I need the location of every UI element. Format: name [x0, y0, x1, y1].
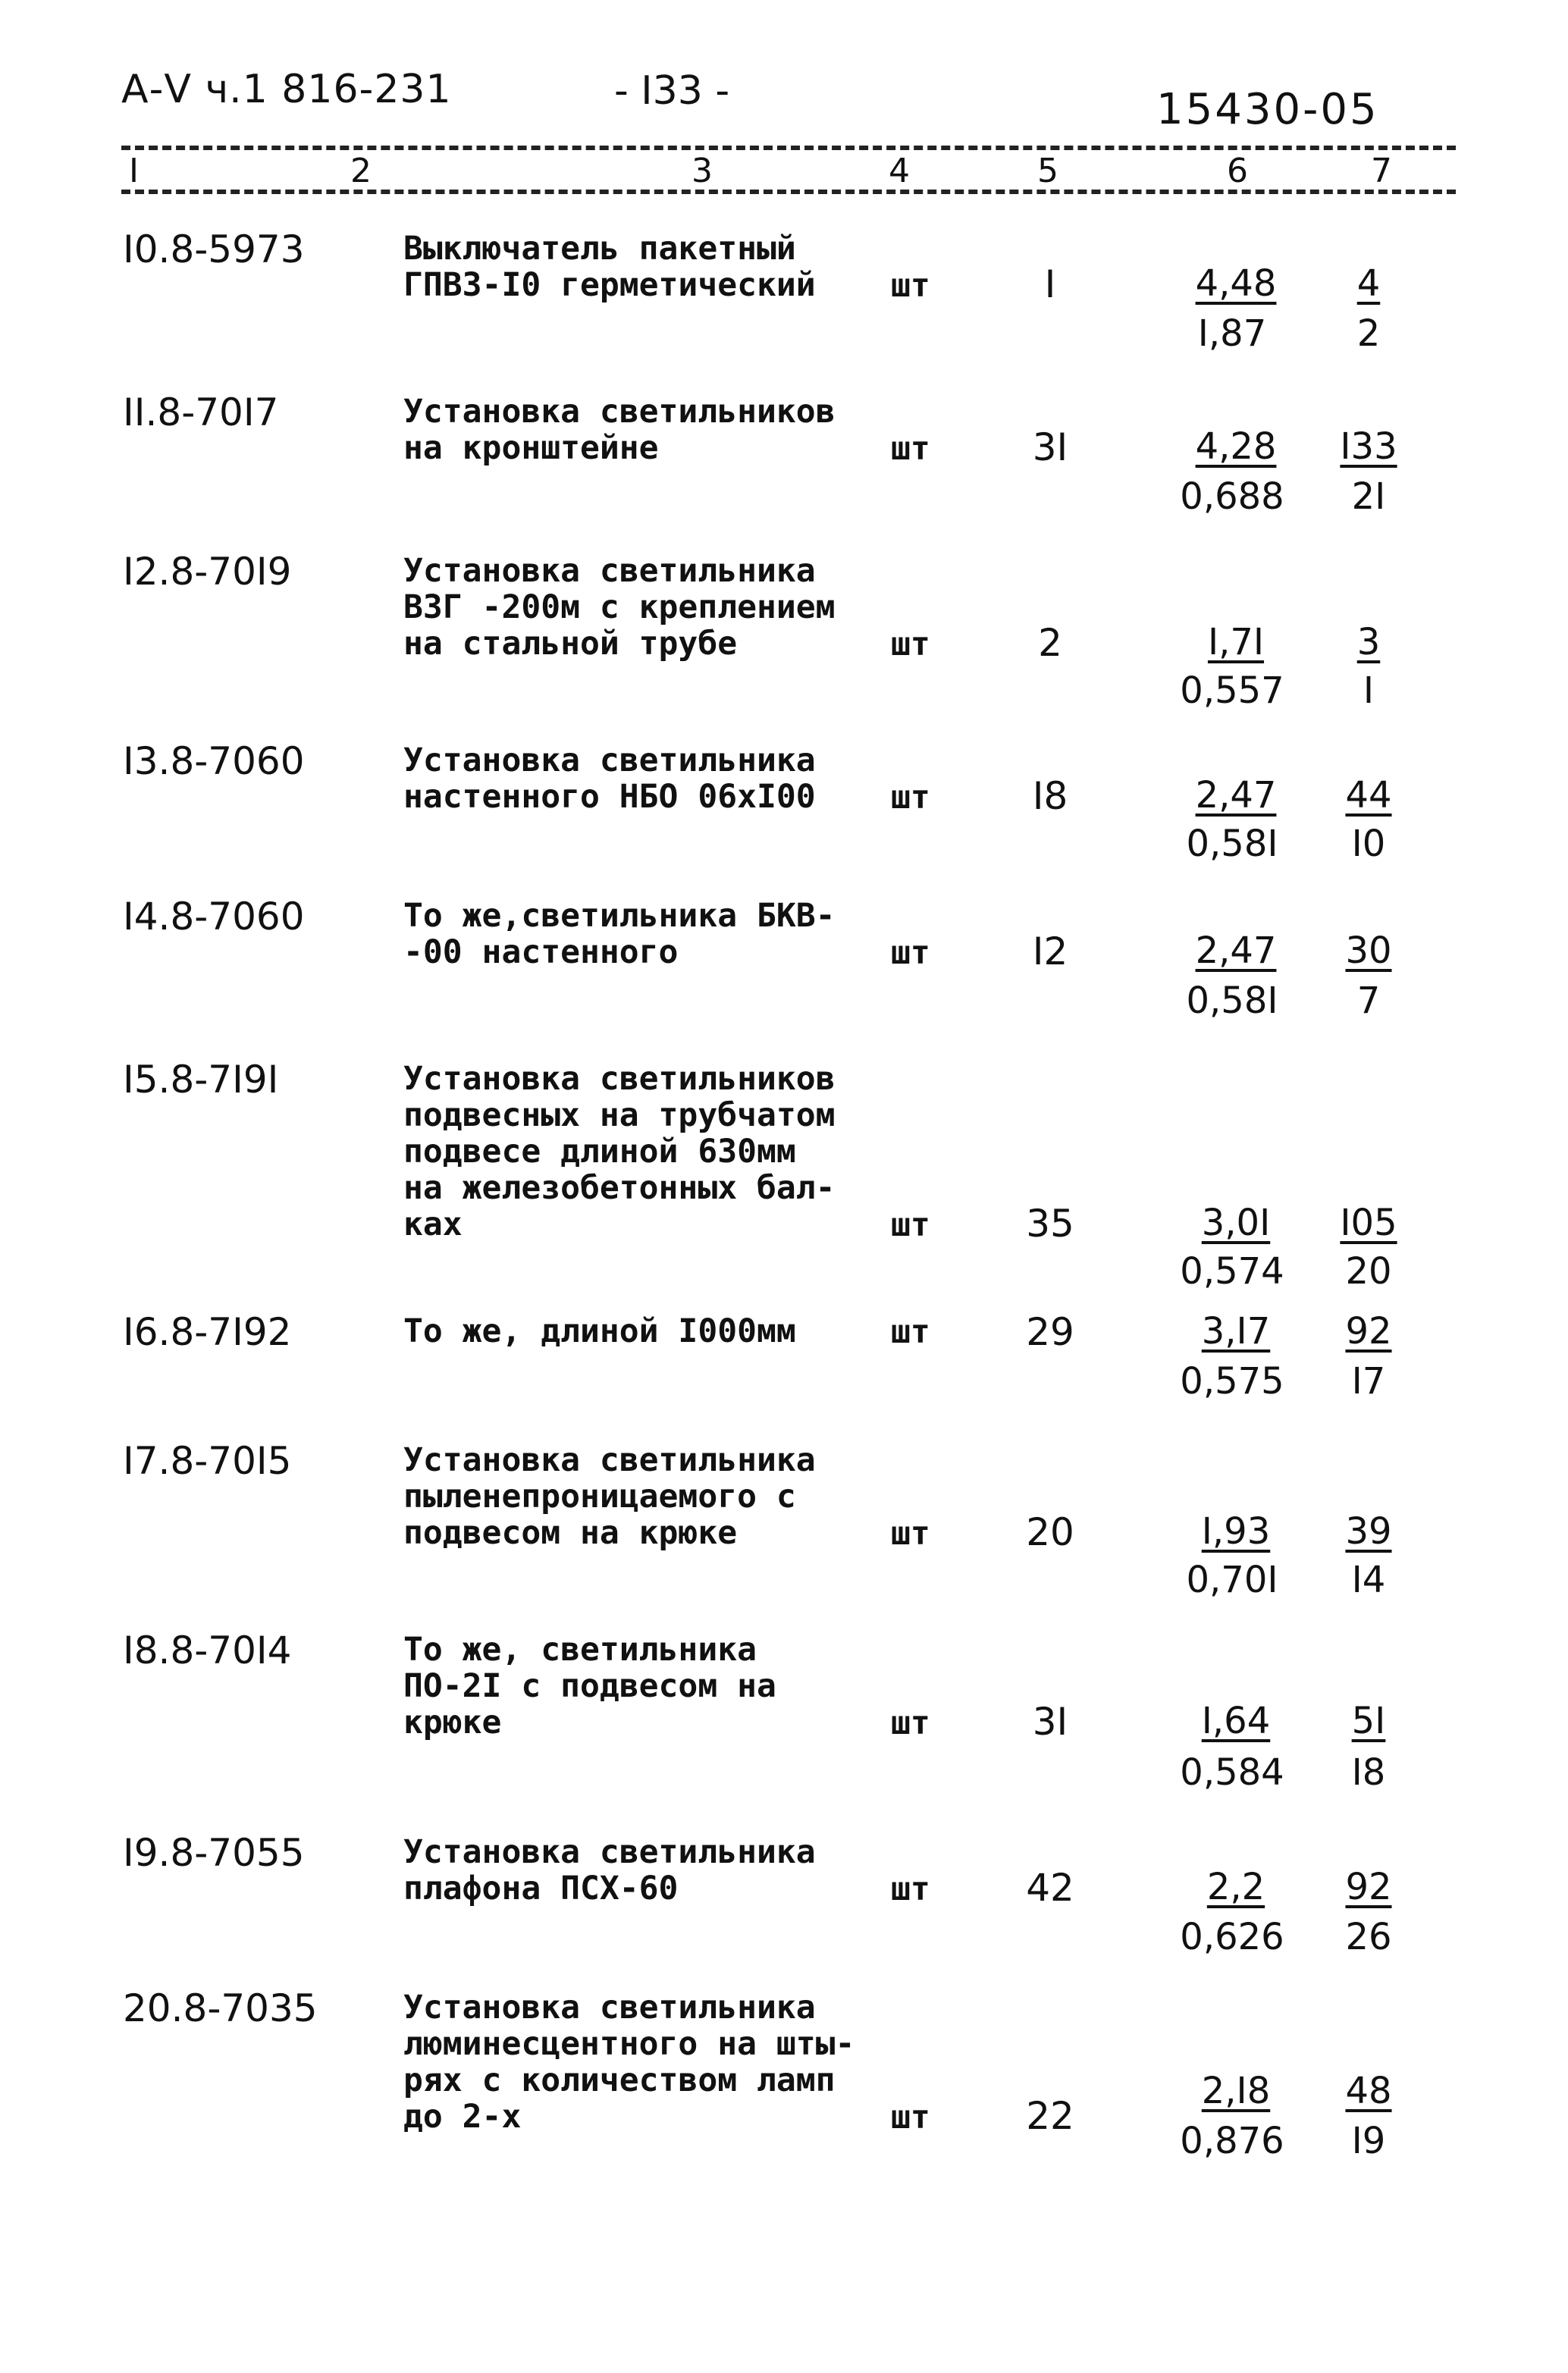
row-unit: шт: [891, 934, 930, 972]
row-col6-top: I,7I: [1207, 621, 1265, 663]
row-quantity: 22: [1026, 2094, 1074, 2138]
row-description: То же, светильника ПО-2I с подвесом на крюке: [403, 1631, 776, 1741]
row-quantity: 20: [1026, 1510, 1074, 1554]
row-description: Установка светильников подвесных на трубчатом подвесе длиной 630мм на железобетонных бал- ках: [403, 1060, 836, 1243]
row-unit: шт: [891, 1313, 930, 1351]
row-code: I2.8-70I9: [123, 550, 292, 594]
row-col6-bottom: I,87: [1197, 312, 1267, 355]
row-col7-top: 5I: [1351, 1700, 1386, 1742]
header-divider-bottom: [121, 190, 1456, 194]
row-code: I6.8-7I92: [123, 1310, 292, 1354]
row-col7-bottom: I9: [1351, 2120, 1386, 2162]
row-col6-bottom: 0,557: [1180, 669, 1284, 712]
row-quantity: I8: [1032, 774, 1068, 818]
row-unit: шт: [891, 2099, 930, 2136]
row-col7-bottom: I0: [1351, 823, 1386, 865]
row-col7-bottom: I8: [1351, 1751, 1386, 1794]
row-col7-top: I33: [1340, 425, 1397, 468]
column-number-7: 7: [1371, 152, 1392, 190]
row-col7-top: 44: [1345, 774, 1392, 817]
row-description: Выключатель пакетный ГПВЗ-I0 герметический: [403, 230, 816, 304]
column-number-5: 5: [1037, 152, 1058, 190]
row-col7-top: 30: [1345, 929, 1392, 972]
row-col6-top: 3,0I: [1201, 1202, 1271, 1244]
row-description: Установка светильника плафона ПСХ-60: [403, 1833, 816, 1907]
column-number-3: 3: [691, 152, 713, 190]
row-quantity: 42: [1026, 1866, 1074, 1910]
row-col6-top: I,93: [1201, 1510, 1271, 1553]
header-divider-top: [121, 146, 1456, 150]
row-unit: шт: [891, 1515, 930, 1553]
row-description: Установка светильника пыленепроницаемого с подвесом на крюке: [403, 1441, 816, 1552]
row-code: I8.8-70I4: [123, 1628, 292, 1672]
row-col7-top: I05: [1340, 1202, 1397, 1244]
row-col7-top: 39: [1345, 1510, 1392, 1553]
row-quantity: 3I: [1032, 425, 1068, 469]
row-unit: шт: [891, 625, 930, 663]
row-quantity: 3I: [1032, 1700, 1068, 1744]
row-unit: шт: [891, 1870, 930, 1908]
row-col6-bottom: 0,626: [1180, 1916, 1284, 1958]
row-quantity: I2: [1032, 929, 1068, 973]
row-description: Установка светильника ВЗГ -200м с креплением на стальной трубе: [403, 552, 836, 663]
row-unit: шт: [891, 1704, 930, 1742]
row-col6-bottom: 0,584: [1180, 1751, 1284, 1794]
row-col6-top: 4,28: [1195, 425, 1277, 468]
row-description: Установка светильника люминесцентного на шты- рях с количеством ламп до 2-х: [403, 1989, 855, 2136]
row-col6-bottom: 0,876: [1180, 2120, 1284, 2162]
row-col7-top: 48: [1345, 2070, 1392, 2112]
row-col6-bottom: 0,58I: [1186, 980, 1278, 1022]
row-unit: шт: [891, 267, 930, 305]
column-number-1: I: [129, 152, 139, 190]
row-col7-bottom: 2I: [1351, 475, 1386, 518]
row-col6-bottom: 0,575: [1180, 1360, 1284, 1403]
row-col7-top: 4: [1356, 262, 1381, 305]
row-code: I7.8-70I5: [123, 1439, 292, 1483]
row-col7-top: 92: [1345, 1310, 1392, 1353]
row-col6-bottom: 0,58I: [1186, 823, 1278, 865]
row-col6-bottom: 0,70I: [1186, 1559, 1278, 1601]
column-number-4: 4: [889, 152, 910, 190]
row-quantity: 29: [1026, 1310, 1074, 1354]
row-description: Установка светильника настенного НБО 06хI00: [403, 741, 816, 816]
row-quantity: I: [1044, 262, 1056, 306]
row-code: I3.8-7060: [123, 739, 305, 783]
row-code: I5.8-7I9I: [123, 1058, 279, 1102]
row-unit: шт: [891, 430, 930, 468]
row-quantity: 2: [1038, 621, 1062, 665]
row-unit: шт: [891, 1206, 930, 1244]
row-col7-bottom: 20: [1345, 1250, 1392, 1293]
row-description: То же,светильника БКВ- -00 настенного: [403, 897, 836, 971]
row-col7-bottom: I7: [1351, 1360, 1386, 1403]
row-code: I9.8-7055: [123, 1831, 305, 1875]
row-code: I0.8-5973: [123, 227, 305, 271]
row-col6-top: 2,I8: [1201, 2070, 1271, 2112]
row-col7-top: 3: [1356, 621, 1381, 663]
row-col7-bottom: 2: [1356, 312, 1381, 355]
document-number: 15430-05: [1156, 85, 1379, 134]
row-col7-bottom: 7: [1356, 980, 1381, 1022]
row-col7-bottom: I: [1363, 669, 1375, 712]
row-code: 20.8-7035: [123, 1986, 318, 2030]
row-col6-top: I,64: [1201, 1700, 1271, 1742]
row-description: Установка светильников на кронштейне: [403, 393, 836, 467]
row-code: II.8-70I7: [123, 390, 279, 434]
row-code: I4.8-7060: [123, 895, 305, 939]
row-col7-top: 92: [1345, 1866, 1392, 1908]
row-col6-top: 4,48: [1195, 262, 1277, 305]
row-col6-top: 3,I7: [1201, 1310, 1271, 1353]
row-col6-bottom: 0,574: [1180, 1250, 1284, 1293]
row-col6-top: 2,47: [1195, 929, 1277, 972]
row-col6-bottom: 0,688: [1180, 475, 1284, 518]
document-code: А-V ч.1 816-231: [121, 67, 452, 112]
page-number: - I33 -: [614, 68, 730, 114]
column-number-2: 2: [350, 152, 372, 190]
row-unit: шт: [891, 779, 930, 817]
column-number-6: 6: [1227, 152, 1248, 190]
row-col6-top: 2,2: [1206, 1866, 1265, 1908]
row-description: То же, длиной I000мм: [403, 1312, 796, 1350]
row-quantity: 35: [1026, 1202, 1074, 1246]
row-col7-bottom: I4: [1351, 1559, 1386, 1601]
row-col7-bottom: 26: [1345, 1916, 1392, 1958]
row-col6-top: 2,47: [1195, 774, 1277, 817]
